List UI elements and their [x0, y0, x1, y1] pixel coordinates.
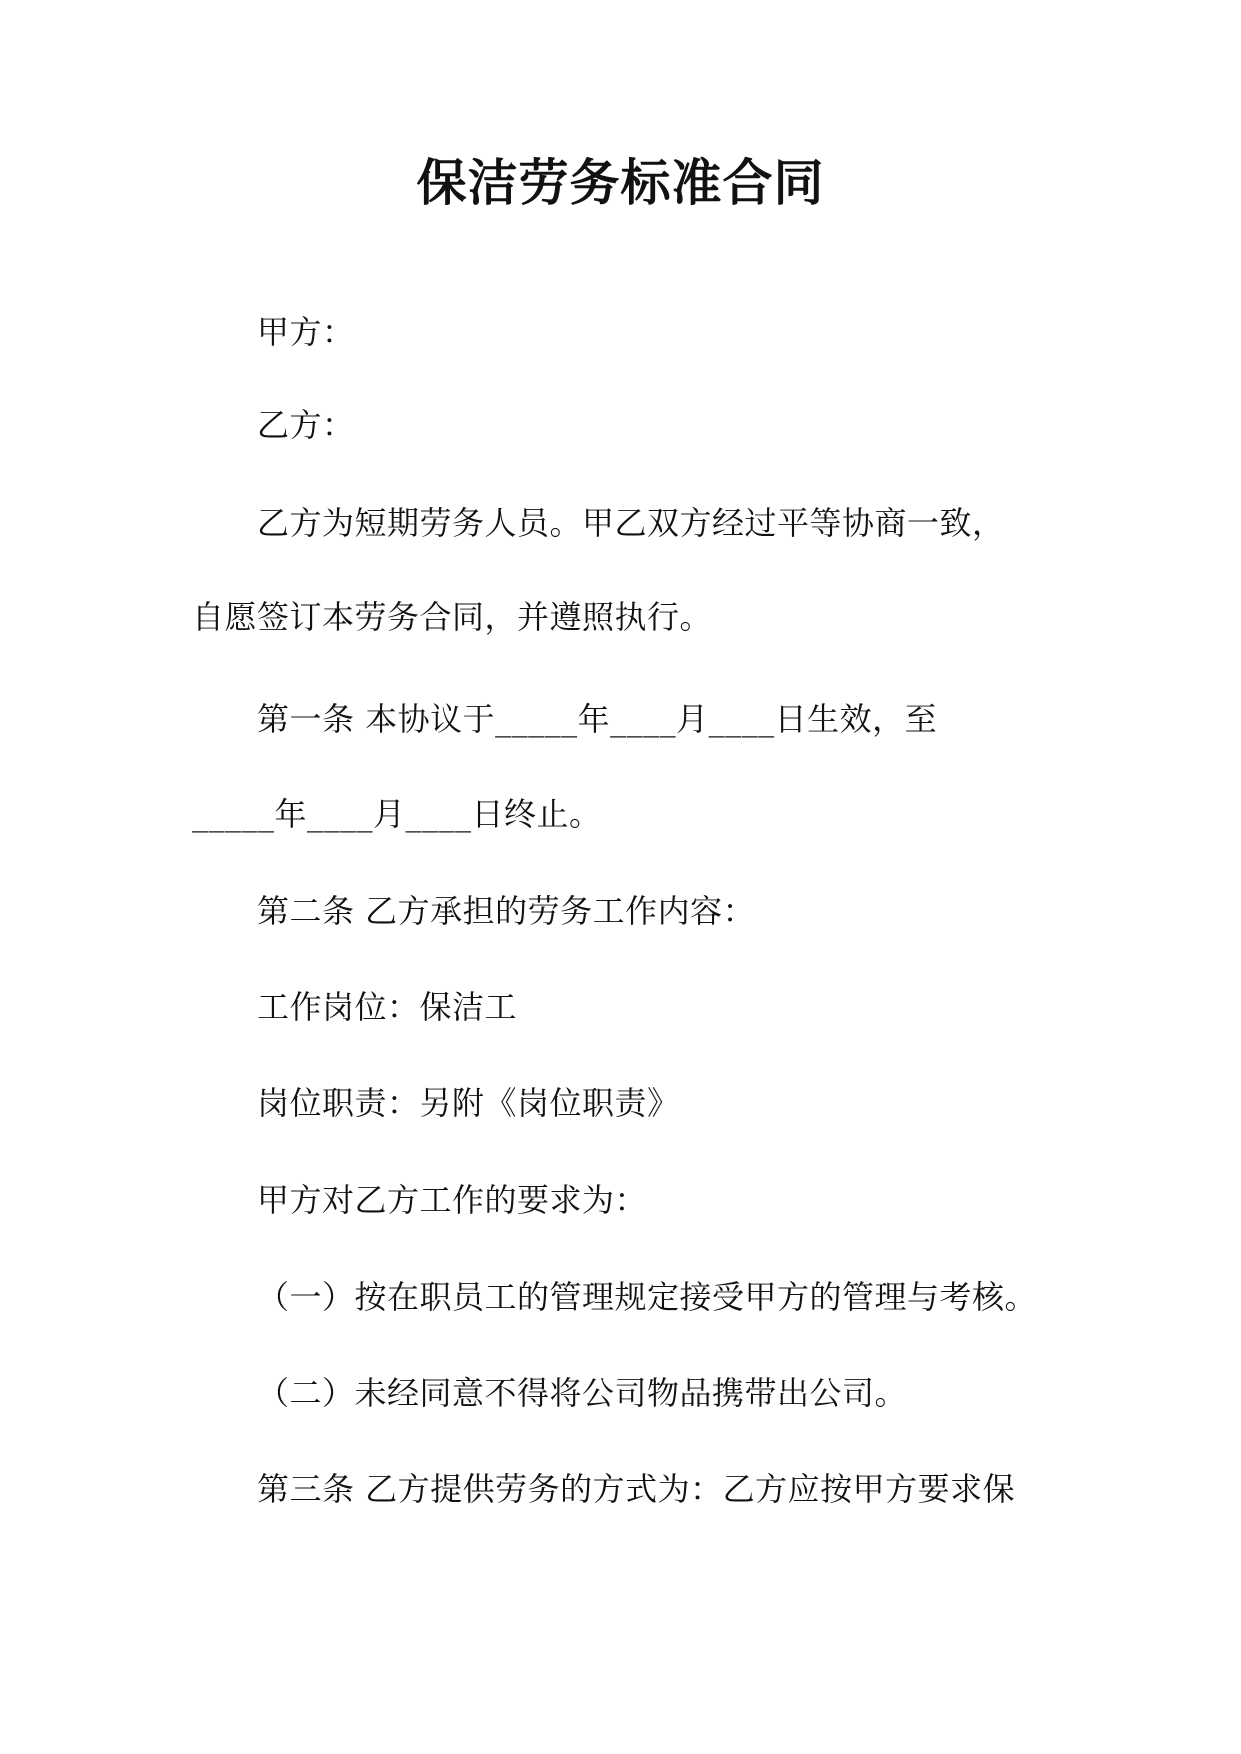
- article-1-line-2: _____年____月____日终止。: [192, 795, 602, 833]
- intro-paragraph-line-1: 乙方为短期劳务人员。甲乙双方经过平等协商一致，: [257, 504, 1005, 542]
- intro-paragraph-line-2: 自愿签订本劳务合同，并遵照执行。: [192, 598, 713, 636]
- party-b-line: 乙方：: [257, 406, 355, 444]
- document-title: 保洁劳务标准合同: [416, 153, 825, 212]
- article-3-line-1: 第三条 乙方提供劳务的方式为：乙方应按甲方要求保: [257, 1470, 1016, 1508]
- job-position-line: 工作岗位：保洁工: [257, 988, 518, 1026]
- requirement-item-2: （二）未经同意不得将公司物品携带出公司。: [257, 1374, 908, 1412]
- party-a-line: 甲方：: [257, 313, 355, 351]
- article-2-heading: 第二条 乙方承担的劳务工作内容：: [257, 892, 756, 930]
- job-duties-line: 岗位职责：另附《岗位职责》: [257, 1084, 680, 1122]
- requirements-heading: 甲方对乙方工作的要求为：: [257, 1181, 648, 1219]
- requirement-item-1: （一）按在职员工的管理规定接受甲方的管理与考核。: [257, 1278, 1038, 1316]
- article-1-line-1: 第一条 本协议于_____年____月____日生效，至: [257, 700, 938, 738]
